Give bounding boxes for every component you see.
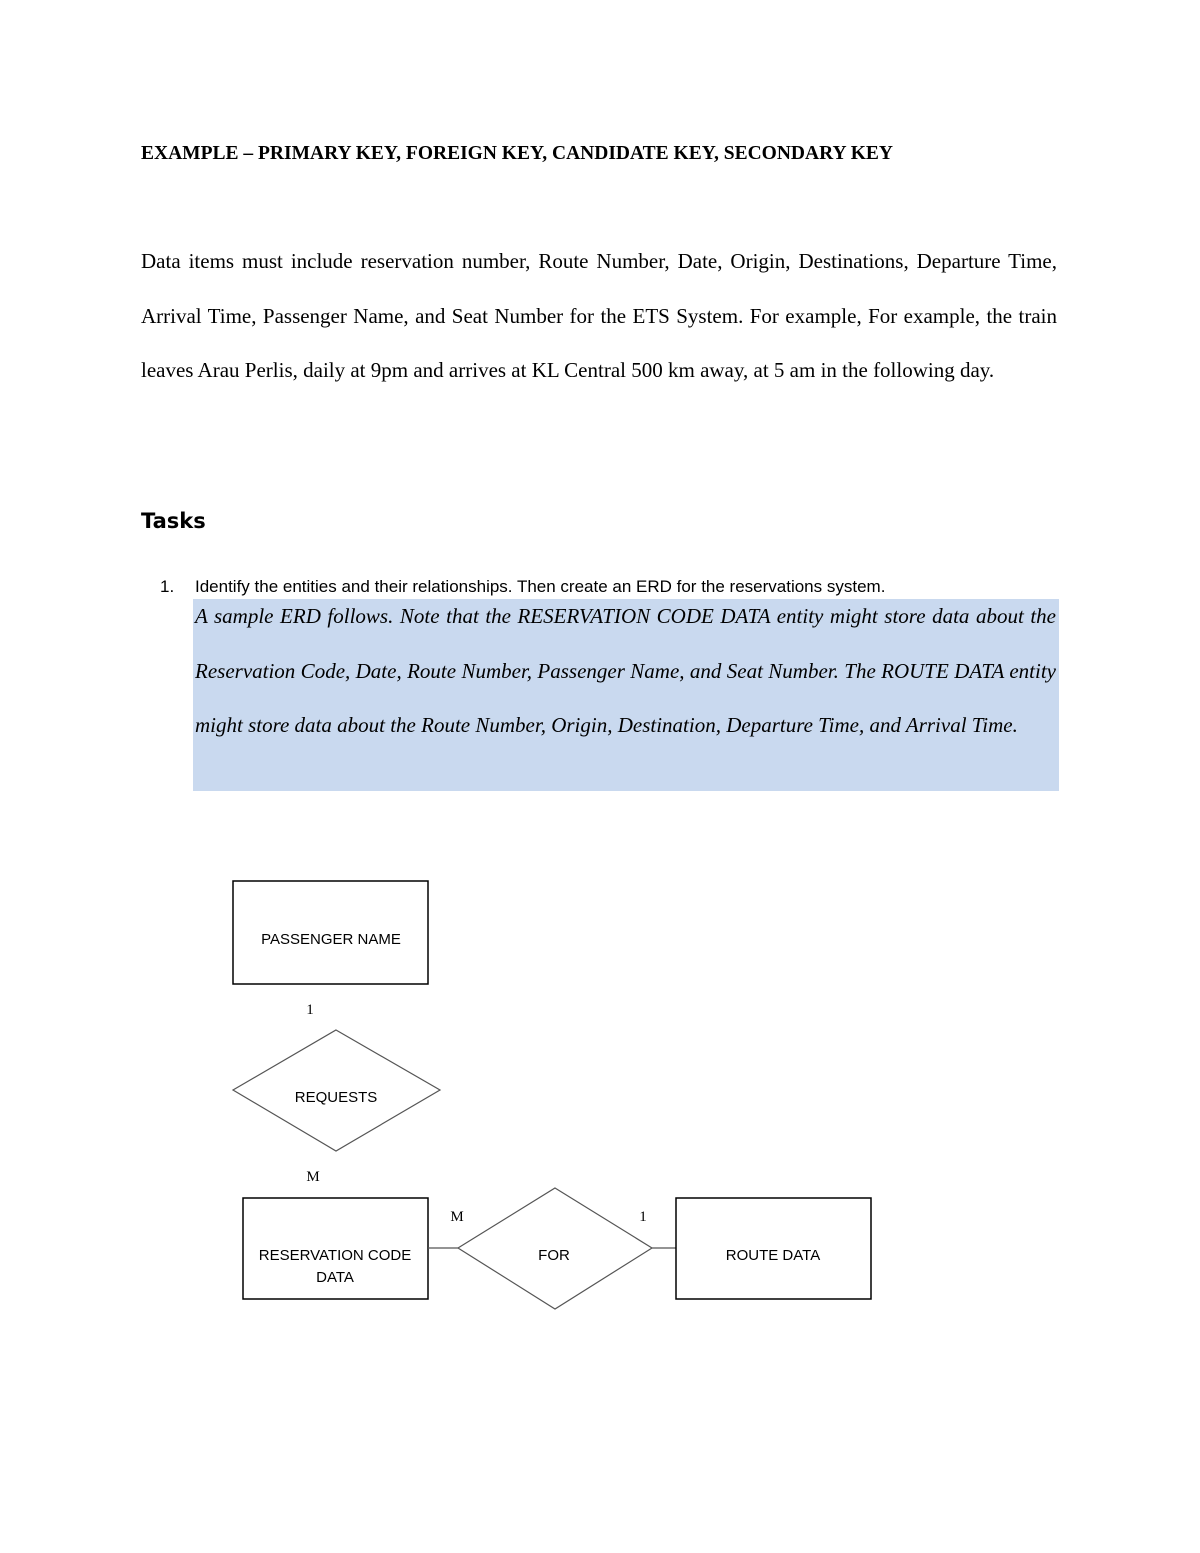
cardinality-passenger-requests: 1 [306, 1002, 314, 1018]
tasks-heading: Tasks [141, 509, 206, 533]
cardinality-requests-reservation: M [306, 1169, 320, 1185]
relationship-for-label: FOR [538, 1247, 570, 1264]
cardinality-reservation-for: M [450, 1209, 464, 1225]
entity-passenger-label: PASSENGER NAME [261, 931, 401, 948]
task-number: 1. [160, 577, 175, 596]
relationship-requests-label: REQUESTS [294, 1089, 378, 1106]
cardinality-for-route: 1 [639, 1209, 647, 1225]
task-text: Identify the entities and their relationships. Then create an ERD for the reservations system. [195, 577, 886, 596]
entity-route-label: ROUTE DATA [725, 1247, 821, 1264]
entity-reservation-label-line1: RESERVATION CODE [258, 1247, 412, 1264]
task-answer: A sample ERD follows. Note that the RESERVATION CODE DATA entity might store data about the Reservation Code, Date, Route Number, Passenger Name, and Seat Number. The ROUTE DATA entity might store data about the Route Number, Origin, Destination, Departure Time, and Arrival Time. [195, 604, 1056, 737]
intro-paragraph: Data items must include reservation number, Route Number, Date, Origin, Destinations, Departure Time, Arrival Time, Passenger Name, and Seat Number for the ETS System. For example, For example, the train leaves Arau Perlis, daily at 9pm and arrives at KL Central 500 km away, at 5 am in the following day. [141, 249, 1057, 382]
entity-reservation-label-line2: DATA [316, 1269, 354, 1286]
document-title: EXAMPLE – PRIMARY KEY, FOREIGN KEY, CANDIDATE KEY, SECONDARY KEY [141, 143, 893, 164]
